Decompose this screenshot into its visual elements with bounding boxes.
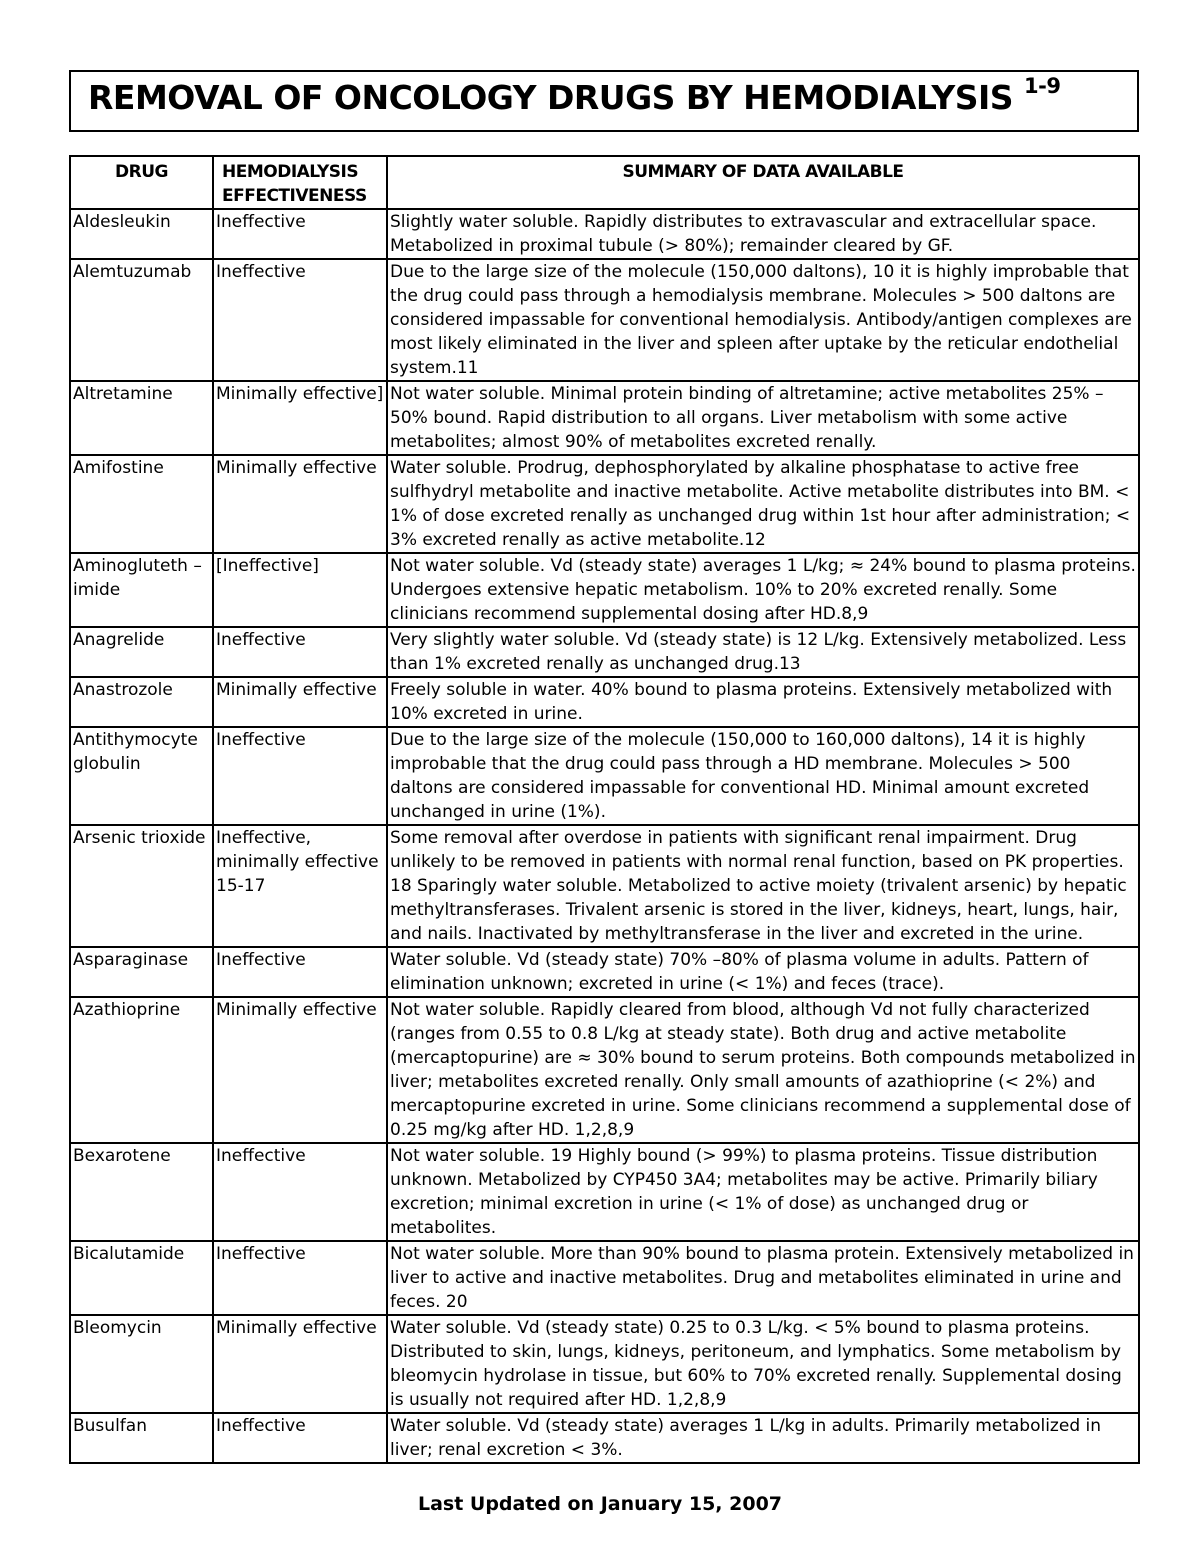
cell-effectiveness: Ineffective <box>213 1413 387 1463</box>
cell-effectiveness: Ineffective <box>213 727 387 825</box>
cell-drug: Asparaginase <box>70 947 213 997</box>
table-row <box>70 553 1139 627</box>
table-row <box>70 825 1139 947</box>
cell-effectiveness: Ineffective <box>213 1143 387 1241</box>
cell-drug: Alemtuzumab <box>70 259 213 381</box>
cell-drug: Anagrelide <box>70 627 213 677</box>
table-row <box>70 1315 1139 1413</box>
table-row <box>70 627 1139 677</box>
table-row <box>70 381 1139 455</box>
cell-drug: Bexarotene <box>70 1143 213 1241</box>
cell-effectiveness: Ineffective, minimally effective 15-17 <box>213 825 387 947</box>
page-title-text: REMOVAL OF ONCOLOGY DRUGS BY HEMODIALYSIS <box>88 78 1014 117</box>
cell-summary: Due to the large size of the molecule (150,000 to 160,000 daltons), 14 it is highly improbable that the drug could pass through a HD membrane. Molecules > 500 daltons are considered impassable for conventional HD. Minimal amount excreted unchanged in urine (1%). <box>387 727 1139 825</box>
cell-effectiveness: Ineffective <box>213 1241 387 1315</box>
cell-summary: Water soluble. Vd (steady state) 0.25 to 0.3 L/kg. < 5% bound to plasma proteins. Distributed to skin, lungs, kidneys, peritoneum, and lymphatics. Some metabolism by bleomycin hydrolase in tissue, but 60% to 70% excreted renally. Supplemental dosing is usually not required after HD. 1,2,8,9 <box>387 1315 1139 1413</box>
table-row <box>70 455 1139 553</box>
table-row <box>70 209 1139 259</box>
cell-summary: Some removal after overdose in patients with significant renal impairment. Drug unlikely to be removed in patients with normal renal function, based on PK properties. 18 Sparingly water soluble. Metabolized to active moiety (trivalent arsenic) by hepatic methyltransferases. Trivalent arsenic is stored in the liver, kidneys, heart, lungs, hair, and nails. Inactivated by methyltransferase in the liver and excreted in the urine. <box>387 825 1139 947</box>
cell-effectiveness: Minimally effective <box>213 997 387 1143</box>
table-row <box>70 947 1139 997</box>
cell-summary: Water soluble. Prodrug, dephosphorylated by alkaline phosphatase to active free sulfhydryl metabolite and inactive metabolite. Active metabolite distributes into BM. < 1% of dose excreted renally as unchanged drug within 1st hour after administration; < 3% excreted renally as active metabolite.12 <box>387 455 1139 553</box>
cell-summary: Not water soluble. More than 90% bound to plasma protein. Extensively metabolized in liver to active and inactive metabolites. Drug and metabolites eliminated in urine and feces. 20 <box>387 1241 1139 1315</box>
cell-effectiveness: Ineffective <box>213 947 387 997</box>
table-row <box>70 1413 1139 1463</box>
table-row <box>70 1241 1139 1315</box>
cell-summary: Not water soluble. Minimal protein binding of altretamine; active metabolites 25% –50% bound. Rapid distribution to all organs. Liver metabolism with some active metabolites; almost 90% of metabolites excreted renally. <box>387 381 1139 455</box>
cell-summary: Not water soluble. Rapidly cleared from blood, although Vd not fully characterized (ranges from 0.55 to 0.8 L/kg at steady state). Both drug and active metabolite (mercaptopurine) are ≈ 30% bound to serum proteins. Both compounds metabolized in liver; metabolites excreted renally. Only small amounts of azathioprine (< 2%) and mercaptopurine excreted in urine. Some clinicians recommend a supplemental dose of 0.25 mg/kg after HD. 1,2,8,9 <box>387 997 1139 1143</box>
cell-drug: Altretamine <box>70 381 213 455</box>
cell-effectiveness: Ineffective <box>213 209 387 259</box>
table-row <box>70 997 1139 1143</box>
header-drug: DRUG <box>70 156 213 209</box>
table-row <box>70 1143 1139 1241</box>
cell-drug: Bicalutamide <box>70 1241 213 1315</box>
cell-drug: Bleomycin <box>70 1315 213 1413</box>
title-box <box>69 70 1139 132</box>
drug-table <box>69 155 1140 1464</box>
cell-drug: Busulfan <box>70 1413 213 1463</box>
cell-summary: Water soluble. Vd (steady state) 70% –80% of plasma volume in adults. Pattern of elimination unknown; excreted in urine (< 1%) and feces (trace). <box>387 947 1139 997</box>
table-header-row <box>70 156 1139 209</box>
cell-summary: Freely soluble in water. 40% bound to plasma proteins. Extensively metabolized with 10% excreted in urine. <box>387 677 1139 727</box>
cell-effectiveness: Minimally effective] <box>213 381 387 455</box>
cell-drug: Anastrozole <box>70 677 213 727</box>
cell-effectiveness: Ineffective <box>213 259 387 381</box>
last-updated-footer: Last Updated on January 15, 2007 <box>417 1493 783 1515</box>
cell-drug: Arsenic trioxide <box>70 825 213 947</box>
cell-effectiveness: Ineffective <box>213 627 387 677</box>
header-effectiveness: HEMODIALYSIS EFFECTIVENESS <box>213 156 387 209</box>
cell-effectiveness: Minimally effective <box>213 455 387 553</box>
table-row <box>70 259 1139 381</box>
cell-drug: Aminogluteth –imide <box>70 553 213 627</box>
table-row <box>70 727 1139 825</box>
cell-summary: Not water soluble. 19 Highly bound (> 99%) to plasma proteins. Tissue distribution unknown. Metabolized by CYP450 3A4; metabolites may be active. Primarily biliary excretion; minimal excretion in urine (< 1% of dose) as unchanged drug or metabolites. <box>387 1143 1139 1241</box>
cell-drug: Aldesleukin <box>70 209 213 259</box>
cell-drug: Azathioprine <box>70 997 213 1143</box>
header-summary: SUMMARY OF DATA AVAILABLE <box>387 156 1139 209</box>
cell-summary: Slightly water soluble. Rapidly distributes to extravascular and extracellular space. Metabolized in proximal tubule (> 80%); remainder cleared by GF. <box>387 209 1139 259</box>
cell-effectiveness: Minimally effective <box>213 677 387 727</box>
cell-drug: Amifostine <box>70 455 213 553</box>
page-title <box>88 74 1061 117</box>
cell-summary: Very slightly water soluble. Vd (steady state) is 12 L/kg. Extensively metabolized. Less than 1% excreted renally as unchanged drug.13 <box>387 627 1139 677</box>
table-row <box>70 677 1139 727</box>
cell-summary: Not water soluble. Vd (steady state) averages 1 L/kg; ≈ 24% bound to plasma proteins. Undergoes extensive hepatic metabolism. 10% to 20% excreted renally. Some clinicians recommend supplemental dosing after HD.8,9 <box>387 553 1139 627</box>
cell-summary: Water soluble. Vd (steady state) averages 1 L/kg in adults. Primarily metabolized in liver; renal excretion < 3%. <box>387 1413 1139 1463</box>
cell-effectiveness: Minimally effective <box>213 1315 387 1413</box>
title-references: 1-9 <box>1024 74 1061 98</box>
cell-summary: Due to the large size of the molecule (150,000 daltons), 10 it is highly improbable that the drug could pass through a hemodialysis membrane. Molecules > 500 daltons are considered impassable for conventional hemodialysis. Antibody/antigen complexes are most likely eliminated in the liver and spleen after uptake by the reticular endothelial system.11 <box>387 259 1139 381</box>
cell-drug: Antithymocyte globulin <box>70 727 213 825</box>
cell-effectiveness: [Ineffective] <box>213 553 387 627</box>
